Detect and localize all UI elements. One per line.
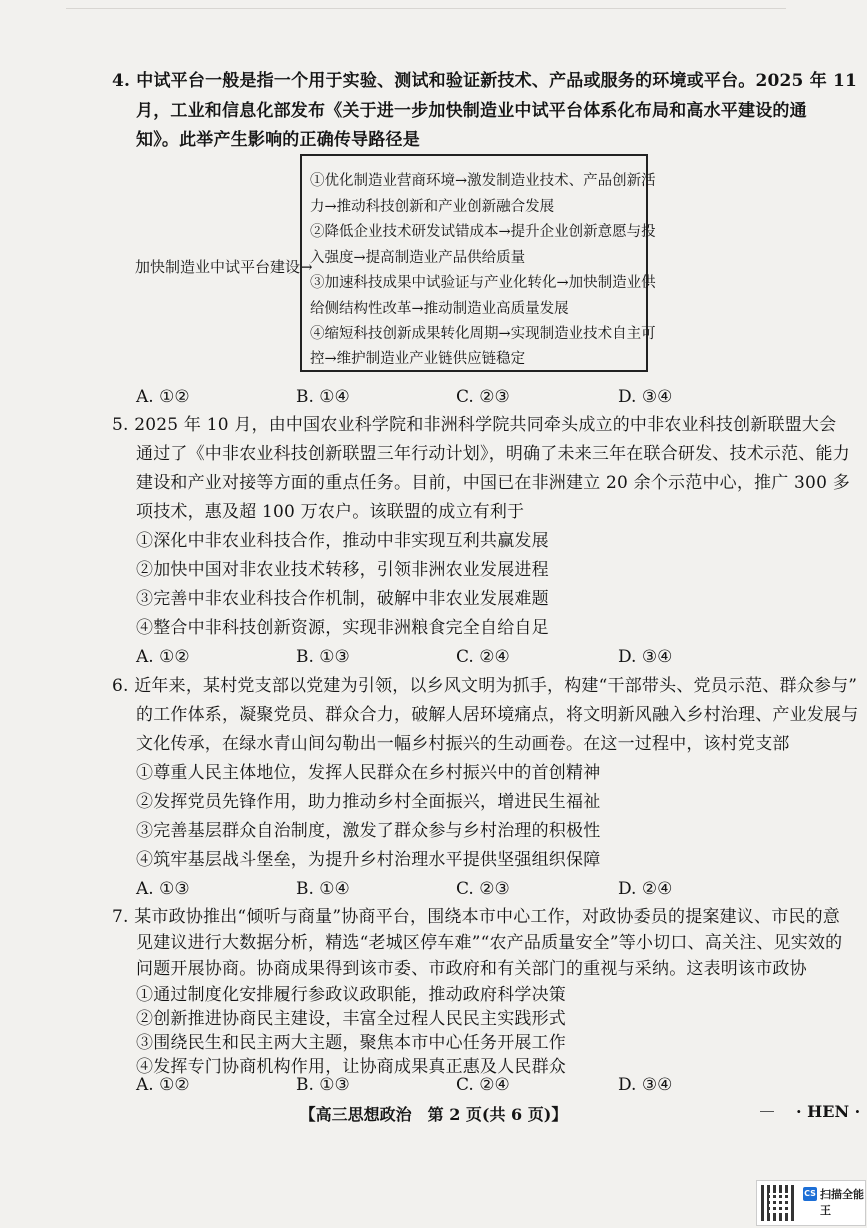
q5-option-b: B. ①③ — [296, 647, 350, 667]
q5-option-d: D. ③④ — [618, 647, 673, 667]
q6-statement-1: ①尊重人民主体地位，发挥人民群众在乡村振兴中的首创精神 — [136, 763, 601, 783]
qr-code-icon — [761, 1185, 797, 1221]
q7-statement-3: ③围绕民生和民主两大主题，聚焦本市中心任务开展工作 — [136, 1033, 566, 1053]
q4-diagram-label: 加快制造业中试平台建设→ — [135, 258, 313, 276]
q7-line-1: 7. 某市政协推出“倾听与商量”协商平台，围绕本市中心工作，对政协委员的提案建议、市民的意 — [112, 907, 841, 927]
q5-line-1: 5. 2025 年 10 月，由中国农业科学院和非洲科学院共同牵头成立的中非农业科技创新联盟大会 — [112, 415, 837, 435]
footer-page-info: 【高三思想政治 第 2 页(共 6 页)】 — [299, 1105, 568, 1124]
q7-statement-2: ②创新推进协商民主建设，丰富全过程人民民主实践形式 — [136, 1009, 566, 1029]
q6-option-d: D. ②④ — [618, 879, 673, 899]
q6-option-a: A. ①③ — [136, 879, 190, 899]
q4-option-c: C. ②③ — [456, 387, 510, 407]
q4-box-line-1: ①优化制造业营商环境→激发制造业技术、产品创新活 — [310, 173, 656, 189]
q5-line-2: 通过了《中非农业科技创新联盟三年行动计划》，明确了未来三年在联合研发、技术示范、能力 — [136, 444, 850, 464]
q5-statement-3: ③完善中非农业科技合作机制，破解中非农业发展难题 — [136, 589, 549, 609]
q6-option-c: C. ②③ — [456, 879, 510, 899]
q7-statement-4: ④发挥专门协商机构作用，让协商成果真正惠及人民群众 — [136, 1057, 566, 1077]
q5-statement-2: ②加快中国对非农业技术转移，引领非洲农业发展进程 — [136, 560, 549, 580]
q4-line-1: 4. 中试平台一般是指一个用于实验、测试和验证新技术、产品或服务的环境或平台。2025 年 11 — [112, 71, 858, 91]
q7-line-2: 见建议进行大数据分析，精选“老城区停车难”“农产品质量安全”等小切口、高关注、见实效的 — [136, 933, 843, 953]
q4-box-line-7: ④缩短科技创新成果转化周期→实现制造业技术自主可 — [310, 326, 656, 342]
q4-option-d: D. ③④ — [618, 387, 673, 407]
q7-option-a: A. ①② — [136, 1075, 190, 1095]
q4-option-a: A. ①② — [136, 387, 190, 407]
q4-option-b: B. ①④ — [296, 387, 350, 407]
q4-box-line-2: 力→推动科技创新和产业创新融合发展 — [310, 199, 555, 215]
q6-line-1: 6. 近年来，某村党支部以党建为引领，以乡风文明为抓手，构建“干部带头、党员示范、群众参与” — [112, 676, 858, 696]
q5-line-4: 项技术，惠及超 100 万农户。该联盟的成立有利于 — [136, 502, 525, 522]
q7-option-d: D. ③④ — [618, 1075, 673, 1095]
q4-box-line-8: 控→维护制造业产业链供应链稳定 — [310, 351, 526, 367]
top-rule — [66, 8, 786, 9]
q4-box-line-6: 给侧结构性改革→推动制造业高质量发展 — [310, 301, 569, 317]
q5-option-c: C. ②④ — [456, 647, 510, 667]
scanner-watermark-badge — [756, 1180, 866, 1226]
q5-option-a: A. ①② — [136, 647, 190, 667]
q5-line-3: 建设和产业对接等方面的重点任务。目前，中国已在非洲建立 20 余个示范中心，推广 300 多 — [136, 473, 850, 493]
q4-box-line-4: 入强度→提高制造业产品供给质量 — [310, 250, 526, 266]
q7-statement-1: ①通过制度化安排履行参政议政职能，推动政府科学决策 — [136, 985, 566, 1005]
q6-option-b: B. ①④ — [296, 879, 350, 899]
q6-line-2: 的工作体系，凝聚党员、群众合力，破解人居环境痛点，将文明新风融入乡村治理、产业发展与 — [136, 705, 859, 725]
q5-statement-1: ①深化中非农业科技合作，推动中非实现互利共赢发展 — [136, 531, 549, 551]
q7-option-b: B. ①③ — [296, 1075, 350, 1095]
q6-statement-2: ②发挥党员先锋作用，助力推动乡村全面振兴，增进民生福祉 — [136, 792, 601, 812]
footer-code: · HEN · — [796, 1102, 861, 1121]
q6-statement-4: ④筑牢基层战斗堡垒，为提升乡村治理水平提供坚强组织保障 — [136, 850, 601, 870]
q7-option-c: C. ②④ — [456, 1075, 510, 1095]
q4-box-line-5: ③加速科技成果中试验证与产业化转化→加快制造业供 — [310, 275, 656, 291]
q4-line-3: 知》。此举产生影响的正确传导路径是 — [136, 130, 420, 150]
q4-box-line-3: ②降低企业技术研发试错成本→提升企业创新意愿与投 — [310, 224, 656, 240]
page-footer — [0, 1102, 867, 1125]
q6-line-3: 文化传承，在绿水青山间勾勒出一幅乡村振兴的生动画卷。在这一过程中，该村党支部 — [136, 734, 790, 754]
q4-diagram-box — [300, 154, 656, 372]
scanner-app-name: 扫描全能王 — [820, 1188, 864, 1217]
camscanner-logo-icon: CS — [803, 1187, 817, 1201]
q6-statement-3: ③完善基层群众自治制度，激发了群众参与乡村治理的积极性 — [136, 821, 601, 841]
q7-line-3: 问题开展协商。协商成果得到该市委、市政府和有关部门的重视与采纳。这表明该市政协 — [136, 959, 807, 979]
footer-dash — [760, 1111, 774, 1112]
q5-statement-4: ④整合中非科技创新资源，实现非洲粮食完全自给自足 — [136, 618, 549, 638]
q4-line-2: 月，工业和信息化部发布《关于进一步加快制造业中试平台体系化布局和高水平建设的通 — [136, 101, 807, 121]
